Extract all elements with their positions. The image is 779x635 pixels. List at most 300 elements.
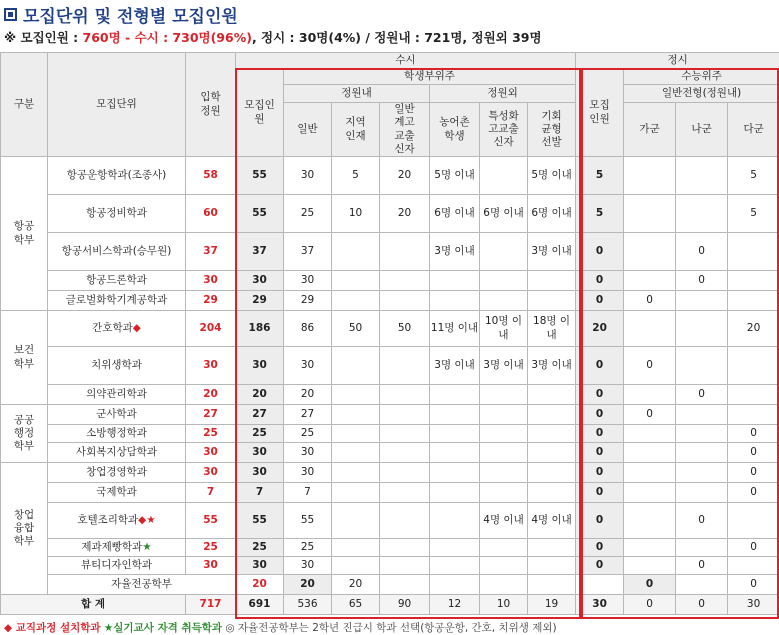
cell-regional <box>332 385 380 405</box>
cell-regional <box>332 443 380 463</box>
cell-gen-hs: 20 <box>380 157 430 195</box>
col-jeongsi: 정시 <box>576 53 779 69</box>
cell-general: 55 <box>284 503 332 539</box>
cell-j-total: 0 <box>624 575 676 595</box>
cell-j-total: 0 <box>576 271 624 291</box>
unit-name: 글로벌화학기계공학과 <box>65 293 168 306</box>
cell-ga <box>624 385 676 405</box>
cell-gen-hs: 20 <box>380 195 430 233</box>
cell-general: 25 <box>284 425 332 443</box>
cell-general: 30 <box>284 157 332 195</box>
cell-general: 30 <box>284 347 332 385</box>
total-balance: 19 <box>528 595 576 615</box>
cell-regional <box>332 463 380 483</box>
cell-regional: 10 <box>332 195 380 233</box>
cell-general: 25 <box>284 195 332 233</box>
unit-cell <box>48 405 186 425</box>
cell-j-total: 5 <box>576 195 624 233</box>
cell-special <box>528 575 576 595</box>
cell-na: 0 <box>728 575 779 595</box>
cell-gen-hs <box>380 271 430 291</box>
page-title <box>4 2 238 26</box>
cell-balance: 18명 이내 <box>528 311 576 347</box>
group-cell: 창업융합학부 <box>1 463 48 595</box>
legend-practical: ★실기교사 자격 취득학과 <box>103 622 223 634</box>
unit-cell <box>48 443 186 463</box>
group-cell: 공공행정학부 <box>1 405 48 463</box>
cell-j-total: 0 <box>576 463 624 483</box>
unit-cell <box>48 385 186 405</box>
cell-special <box>480 539 528 557</box>
col-gubun: 구분 <box>1 53 48 157</box>
cell-da <box>728 271 779 291</box>
cell-rural <box>430 443 480 463</box>
unit-name: 간호학과 <box>92 321 133 334</box>
total-ga: 0 <box>624 595 676 615</box>
cell-na <box>676 443 728 463</box>
total-s-total: 691 <box>236 595 284 615</box>
quota-cell: 55 <box>186 503 236 539</box>
cell-j-total: 0 <box>576 233 624 271</box>
cell-ga <box>624 233 676 271</box>
table-row <box>1 575 779 595</box>
total-gen-hs: 90 <box>380 595 430 615</box>
cell-s-total: 30 <box>236 463 284 483</box>
cell-balance <box>528 539 576 557</box>
unit-name: 창업경영학과 <box>86 465 147 478</box>
cell-balance <box>528 271 576 291</box>
cell-rural <box>430 539 480 557</box>
recruit-summary <box>4 28 542 46</box>
cell-general: 86 <box>284 311 332 347</box>
cell-general: 30 <box>284 463 332 483</box>
col-balance: 기회균형선발 <box>528 103 576 157</box>
cell-gen-hs <box>430 575 480 595</box>
cell-balance <box>528 385 576 405</box>
unit-cell <box>48 539 186 557</box>
cell-ga: 0 <box>624 347 676 385</box>
cell-regional <box>332 483 380 503</box>
cell-na <box>676 539 728 557</box>
col-jeongsi-recruit: 모집인원 <box>576 69 624 157</box>
cell-na <box>676 347 728 385</box>
total-general: 536 <box>284 595 332 615</box>
cell-na <box>676 311 728 347</box>
table-row <box>1 385 779 405</box>
cell-gen-hs <box>380 385 430 405</box>
cell-gen-hs <box>380 539 430 557</box>
cell-j-total: 5 <box>576 157 624 195</box>
quota-cell: 37 <box>186 233 236 271</box>
cell-regional <box>332 425 380 443</box>
cell-ga <box>624 539 676 557</box>
cell-balance <box>528 463 576 483</box>
cell-balance <box>528 291 576 311</box>
unit-name: 군사학과 <box>96 407 137 420</box>
unit-name: 소방행정학과 <box>86 426 147 439</box>
cell-special <box>480 233 528 271</box>
cell-na <box>676 291 728 311</box>
cell-s-total: 30 <box>236 443 284 463</box>
cell-na: 0 <box>676 503 728 539</box>
cell-special: 4명 이내 <box>480 503 528 539</box>
cell-rural <box>480 575 528 595</box>
col-unit: 모집단위 <box>48 53 186 157</box>
cell-regional <box>332 347 380 385</box>
legend-teaching: ◆ 교직과정 설치학과 <box>4 622 101 634</box>
table-row <box>1 539 779 557</box>
cell-rural <box>430 405 480 425</box>
footer-legend <box>4 620 557 635</box>
cell-gen-hs <box>380 463 430 483</box>
total-quota: 717 <box>186 595 236 615</box>
cell-da: 20 <box>728 311 779 347</box>
quota-cell: 58 <box>186 157 236 195</box>
cell-rural <box>430 385 480 405</box>
cell-special <box>480 463 528 483</box>
cell-balance: 4명 이내 <box>528 503 576 539</box>
col-special-hs: 특성화고교출신자 <box>480 103 528 157</box>
unit-name: 자율전공학부 <box>111 577 172 590</box>
quota-cell: 25 <box>186 539 236 557</box>
table-row <box>1 463 779 483</box>
total-j-total: 30 <box>576 595 624 615</box>
cell-na <box>676 483 728 503</box>
quota-cell: 60 <box>186 195 236 233</box>
legend-note: ◎ 자율전공학부는 2학년 진급시 학과 선택(항공운항, 간호, 치위생 제외) <box>225 622 557 634</box>
cell-s-total: 37 <box>236 233 284 271</box>
col-susi-recruit: 모집인원 <box>236 69 284 157</box>
page-title-text: 모집단위 및 전형별 모집인원 <box>23 6 238 27</box>
cell-j-total: 0 <box>576 291 624 311</box>
square-bullet-icon <box>4 8 17 21</box>
col-da: 다군 <box>728 103 779 157</box>
cell-general: 30 <box>284 443 332 463</box>
cell-special <box>480 157 528 195</box>
cell-general: 30 <box>284 557 332 575</box>
unit-name: 의약관리학과 <box>86 387 147 400</box>
cell-special: 3명 이내 <box>480 347 528 385</box>
cell-rural <box>430 483 480 503</box>
cell-rural <box>430 557 480 575</box>
cell-gen-hs <box>380 291 430 311</box>
cell-na <box>676 157 728 195</box>
cell-balance: 5명 이내 <box>528 157 576 195</box>
cell-general: 27 <box>284 405 332 425</box>
cell-da: 0 <box>728 483 779 503</box>
cell-balance <box>528 405 576 425</box>
cell-special: 6명 이내 <box>480 195 528 233</box>
table-row <box>1 425 779 443</box>
unit-name: 뷰티디자인학과 <box>80 558 152 571</box>
cell-da <box>728 405 779 425</box>
col-ga: 가군 <box>624 103 676 157</box>
col-na: 나군 <box>676 103 728 157</box>
unit-cell <box>48 425 186 443</box>
cell-s-total: 30 <box>236 557 284 575</box>
unit-name: 항공서비스학과(승무원) <box>61 244 172 257</box>
quota-cell: 7 <box>186 483 236 503</box>
cell-s-total: 55 <box>236 503 284 539</box>
unit-cell <box>48 463 186 483</box>
unit-cell <box>48 557 186 575</box>
unit-name: 치위생학과 <box>91 358 142 371</box>
cell-na <box>676 195 728 233</box>
quota-cell: 30 <box>186 557 236 575</box>
group-cell: 항공학부 <box>1 157 48 311</box>
total-label: 합 계 <box>1 595 186 615</box>
unit-name: 항공운항학과(조종사) <box>66 168 167 181</box>
cell-rural <box>430 271 480 291</box>
cell-special <box>480 557 528 575</box>
cell-j-total: 0 <box>576 483 624 503</box>
cell-regional <box>332 271 380 291</box>
cell-da <box>728 503 779 539</box>
cell-balance: 3명 이내 <box>528 233 576 271</box>
unit-cell <box>48 575 236 595</box>
unit-name: 호텔조리학과 <box>77 513 139 526</box>
cell-ga <box>624 463 676 483</box>
cell-na <box>676 463 728 483</box>
cell-regional: 50 <box>332 311 380 347</box>
cell-balance <box>528 425 576 443</box>
cell-gen-hs <box>380 483 430 503</box>
table-row <box>1 503 779 539</box>
unit-name: 제과제빵학과 <box>81 540 143 553</box>
summary-prefix: ※ 모집인원 : <box>4 30 83 45</box>
unit-cell <box>48 271 186 291</box>
cell-balance <box>528 443 576 463</box>
table-row <box>1 271 779 291</box>
cell-na: 0 <box>676 385 728 405</box>
table-row <box>1 557 779 575</box>
cell-gen-hs <box>380 347 430 385</box>
table-row <box>1 195 779 233</box>
cell-na: 0 <box>676 557 728 575</box>
cell-general: 20 <box>332 575 380 595</box>
unit-cell <box>48 195 186 233</box>
cell-regional <box>380 575 430 595</box>
unit-cell <box>48 157 186 195</box>
col-sat: 수능위주 <box>624 69 779 85</box>
cell-ga <box>624 271 676 291</box>
cell-special: 10명 이내 <box>480 311 528 347</box>
cell-da: 5 <box>728 157 779 195</box>
cell-j-total: 0 <box>576 405 624 425</box>
unit-cell <box>48 311 186 347</box>
cell-s-total: 25 <box>236 425 284 443</box>
quota-cell: 27 <box>186 405 236 425</box>
cell-da <box>728 291 779 311</box>
cell-gen-hs <box>380 233 430 271</box>
cell-rural: 3명 이내 <box>430 347 480 385</box>
cell-regional <box>332 557 380 575</box>
cell-s-total: 30 <box>236 347 284 385</box>
cell-ga <box>624 483 676 503</box>
unit-name: 항공드론학과 <box>86 273 147 286</box>
unit-cell <box>48 503 186 539</box>
cell-regional <box>332 291 380 311</box>
total-da: 30 <box>728 595 779 615</box>
cell-da: 0 <box>728 443 779 463</box>
cell-da <box>728 557 779 575</box>
cell-ga <box>676 575 728 595</box>
cell-ga <box>624 195 676 233</box>
cell-j-total: 0 <box>576 503 624 539</box>
col-within: 정원내 <box>284 85 430 103</box>
cell-balance: 6명 이내 <box>528 195 576 233</box>
table-row <box>1 483 779 503</box>
cell-balance <box>528 483 576 503</box>
unit-mark-icon: ◆ <box>132 321 141 334</box>
total-row <box>1 595 779 615</box>
cell-j-total: 20 <box>576 311 624 347</box>
col-regional: 지역인재 <box>332 103 380 157</box>
unit-name: 국제학과 <box>96 485 137 498</box>
cell-rural <box>430 463 480 483</box>
cell-gen-hs <box>380 557 430 575</box>
cell-rural <box>430 425 480 443</box>
cell-da <box>728 233 779 271</box>
cell-ga: 0 <box>624 405 676 425</box>
cell-ga <box>624 503 676 539</box>
cell-regional <box>332 503 380 539</box>
quota-cell: 30 <box>186 347 236 385</box>
cell-na <box>676 425 728 443</box>
quota-cell: 29 <box>186 291 236 311</box>
cell-da: 0 <box>728 539 779 557</box>
cell-j-total: 0 <box>576 425 624 443</box>
quota-cell: 30 <box>186 443 236 463</box>
recruit-table <box>0 52 779 615</box>
quota-cell: 30 <box>186 463 236 483</box>
quota-cell: 30 <box>186 271 236 291</box>
total-rural: 12 <box>430 595 480 615</box>
cell-s-total: 29 <box>236 291 284 311</box>
cell-gen-hs: 50 <box>380 311 430 347</box>
cell-s-total: 20 <box>284 575 332 595</box>
cell-special <box>480 385 528 405</box>
cell-general: 30 <box>284 271 332 291</box>
table-row <box>1 233 779 271</box>
cell-s-total: 7 <box>236 483 284 503</box>
cell-da: 0 <box>728 425 779 443</box>
col-outside: 정원외 <box>430 85 576 103</box>
cell-regional <box>332 539 380 557</box>
total-regional: 65 <box>332 595 380 615</box>
cell-special <box>480 483 528 503</box>
cell-gen-hs <box>380 425 430 443</box>
unit-name: 항공정비학과 <box>86 206 147 219</box>
cell-special <box>480 425 528 443</box>
cell-na: 0 <box>676 271 728 291</box>
cell-j-total: 0 <box>576 539 624 557</box>
cell-rural <box>430 503 480 539</box>
cell-rural: 6명 이내 <box>430 195 480 233</box>
cell-gen-hs <box>380 405 430 425</box>
cell-special <box>480 405 528 425</box>
quota-cell: 25 <box>186 425 236 443</box>
cell-rural: 3명 이내 <box>430 233 480 271</box>
col-general: 일반 <box>284 103 332 157</box>
unit-name: 사회복지상담학과 <box>75 445 158 458</box>
table-row <box>1 443 779 463</box>
cell-s-total: 186 <box>236 311 284 347</box>
cell-da <box>728 347 779 385</box>
cell-j-total: 0 <box>576 557 624 575</box>
quota-cell: 20 <box>186 385 236 405</box>
cell-s-total: 55 <box>236 195 284 233</box>
cell-s-total: 30 <box>236 271 284 291</box>
quota-cell: 20 <box>236 575 284 595</box>
cell-gen-hs <box>380 503 430 539</box>
cell-ga: 0 <box>624 291 676 311</box>
cell-j-total: 0 <box>576 385 624 405</box>
cell-na: 0 <box>676 233 728 271</box>
table-row <box>1 347 779 385</box>
cell-rural <box>430 291 480 311</box>
col-quota: 입학정원 <box>186 53 236 157</box>
table-row <box>1 157 779 195</box>
cell-regional: 5 <box>332 157 380 195</box>
cell-ga <box>624 425 676 443</box>
cell-na <box>676 405 728 425</box>
cell-general: 37 <box>284 233 332 271</box>
cell-general: 7 <box>284 483 332 503</box>
cell-s-total: 20 <box>236 385 284 405</box>
unit-cell <box>48 347 186 385</box>
col-student-record: 학생부위주 <box>284 69 576 85</box>
summary-red-part: 760명 - 수시 : 730명(96%) <box>82 30 252 45</box>
cell-gen-hs <box>380 443 430 463</box>
cell-ga <box>624 443 676 463</box>
cell-da: 5 <box>728 195 779 233</box>
cell-regional <box>332 233 380 271</box>
cell-j-total: 0 <box>576 347 624 385</box>
cell-ga <box>624 157 676 195</box>
cell-ga <box>624 557 676 575</box>
cell-balance <box>528 557 576 575</box>
total-na: 0 <box>676 595 728 615</box>
table-row <box>1 311 779 347</box>
cell-s-total: 55 <box>236 157 284 195</box>
cell-balance: 3명 이내 <box>528 347 576 385</box>
cell-rural: 11명 이내 <box>430 311 480 347</box>
cell-special <box>480 291 528 311</box>
unit-cell <box>48 291 186 311</box>
cell-general: 29 <box>284 291 332 311</box>
col-gen-hs: 일반계고교출신자 <box>380 103 430 157</box>
unit-cell <box>48 233 186 271</box>
cell-general: 25 <box>284 539 332 557</box>
group-cell: 보건학부 <box>1 311 48 405</box>
table-row <box>1 291 779 311</box>
col-susi: 수시 <box>236 53 576 69</box>
cell-da <box>728 385 779 405</box>
col-rural: 농어촌학생 <box>430 103 480 157</box>
cell-balance <box>576 575 624 595</box>
cell-rural: 5명 이내 <box>430 157 480 195</box>
cell-special <box>480 271 528 291</box>
quota-cell: 204 <box>186 311 236 347</box>
cell-da: 0 <box>728 463 779 483</box>
unit-mark-icon: ◆★ <box>138 513 156 526</box>
summary-rest: , 정시 : 30명(4%) / 정원내 : 721명, 정원외 39명 <box>251 30 542 45</box>
cell-ga <box>624 311 676 347</box>
cell-special <box>480 443 528 463</box>
unit-mark-icon: ★ <box>142 540 152 553</box>
unit-cell <box>48 483 186 503</box>
